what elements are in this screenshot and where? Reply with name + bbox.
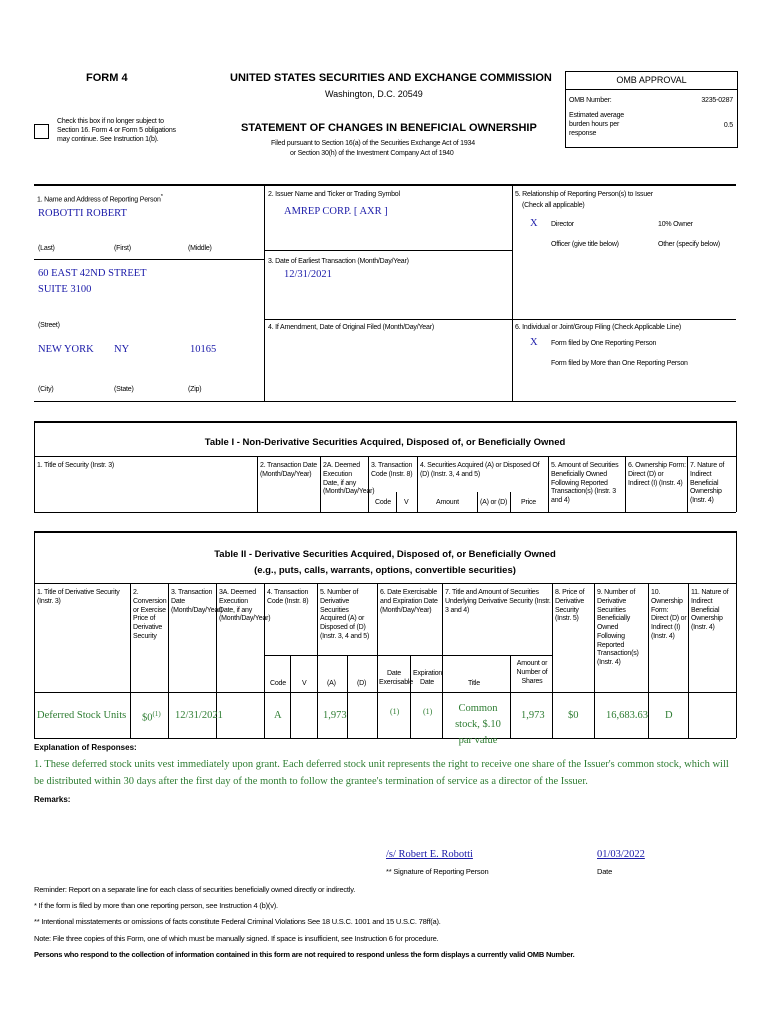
other-label: Other (specify below) (658, 241, 720, 248)
table2-subtitle: (e.g., puts, calls, warrants, options, convertible securities) (254, 565, 516, 576)
omb-number-value: 3235-0287 (701, 97, 733, 104)
remarks-label: Remarks: (34, 795, 71, 804)
t1-col3: 3. Transaction Code (Instr. 8) (371, 462, 413, 478)
t2-row-date: 12/31/2021 (175, 710, 223, 721)
box5-sub: (Check all applicable) (522, 202, 585, 209)
t2-row-code: A (274, 710, 282, 721)
director-check[interactable]: X (530, 218, 538, 229)
reminder-text: Reminder: Report on a separate line for each class of securities beneficially owned directly or indirectly. (34, 885, 356, 894)
t2-row-price: $0$^{(1)}$ (142, 710, 161, 724)
t1-col4: 4. Securities Acquired (A) or Disposed Of (D) (Instr. 3, 4 and 5) (420, 462, 540, 478)
t2-sub-code: Code (270, 680, 286, 687)
city-label: (City) (38, 386, 54, 393)
city-value: NEW YORK (38, 344, 94, 355)
t1-col2a: 2A. Deemed Execution Date, if any (Month/Day/Year) (323, 462, 375, 496)
statement-title: STATEMENT OF CHANGES IN BENEFICIAL OWNERSHIP (241, 122, 537, 134)
signature-label: ** Signature of Reporting Person (386, 867, 489, 876)
omb-approval-box (565, 71, 738, 148)
t2-row-amount: 1,973 (323, 710, 347, 721)
form-title: FORM 4 (86, 72, 128, 84)
omb-title: OMB APPROVAL (566, 72, 737, 90)
t2-col5: 5. Number of Derivative Securities Acquired (A) or Disposed of (D) (Instr. 3, 4 and 5) (320, 589, 370, 640)
t2-col7: 7. Title and Amount of Securities Underlying Derivative Security (Instr. 3 and 4) (445, 589, 551, 614)
t2-sub-a: (A) (327, 680, 336, 687)
signature-name: /s/ Robert E. Robotti (386, 849, 473, 860)
t1-col1: 1. Title of Security (Instr. 3) (37, 462, 115, 469)
t2-row-owned: 16,683.63 (606, 710, 648, 721)
t1-sub-price: Price (521, 499, 536, 506)
table2-title: Table II - Derivative Securities Acquired, Disposed of, or Beneficially Owned (214, 549, 556, 560)
footnote-3: Note: File three copies of this Form, one of which must be manually signed. If space is insufficient, see Instruction 6 for procedure. (34, 934, 439, 943)
state-label: (State) (114, 386, 134, 393)
box3-label: 3. Date of Earliest Transaction (Month/Day/Year) (268, 258, 409, 265)
t2-sub-v: V (302, 680, 307, 687)
t1-col7: 7. Nature of Indirect Beneficial Ownership (Instr. 4) (690, 462, 725, 504)
issuer-name: AMREP CORP. [ AXR ] (284, 206, 388, 217)
address-line1: 60 EAST 42ND STREET (38, 268, 147, 279)
more-persons-label: Form filed by More than One Reporting Person (551, 360, 688, 367)
t2-row-underlying-title: Common stock, $.10 par value (455, 703, 501, 746)
t2-col11: 11. Nature of Indirect Beneficial Ownership (Instr. 4) (691, 589, 729, 631)
explanation-label: Explanation of Responses: (34, 743, 137, 752)
middle-label: (Middle) (188, 245, 212, 252)
t2-sub-exercisable: Date Exercisable (379, 670, 413, 686)
signature-date: 01/03/2022 (597, 849, 645, 860)
one-person-label: Form filed by One Reporting Person (551, 340, 657, 347)
agency-location: Washington, D.C. 20549 (325, 89, 423, 99)
explanation-text: 1. These deferred stock units vest immediately upon grant. Each deferred stock unit represents the right to receive one share of the Issuer's common stock, which will be distributed within 30 days after the first day of the month to follow the grantee's termination of service as a director of the Issuer. (34, 759, 729, 787)
state-value: NY (114, 344, 130, 355)
no-longer-subject-checkbox[interactable] (34, 124, 49, 139)
first-label: (First) (114, 245, 131, 252)
address-line2: SUITE 3100 (38, 284, 92, 295)
box1-label: 1. Name and Address of Reporting Person* (37, 194, 163, 204)
t2-col6: 6. Date Exercisable and Expiration Date (Month/Day/Year) (380, 589, 438, 614)
officer-label: Officer (give title below) (551, 241, 619, 248)
checkbox-label: Check this box if no longer subject to Section 16. Form 4 or Form 5 obligations may continue. See Instruction 1(b). (57, 118, 176, 143)
t2-row-title: Deferred Stock Units (37, 710, 127, 721)
t2-sub-expiration: Expiration Date (413, 670, 443, 686)
t2-col8: 8. Price of Derivative Security (Instr. 5) (555, 589, 585, 623)
t2-sub-d: (D) (357, 680, 367, 687)
footnote-2: ** Intentional misstatements or omissions of facts constitute Federal Criminal Violations See 18 U.S.C. 1001 and 15 U.S.C. 78ff(a). (34, 917, 441, 926)
t2-row-expiration: (1) (423, 707, 433, 716)
box5-label: 5. Relationship of Reporting Person(s) to Issuer (515, 191, 653, 198)
date-label: Date (597, 867, 613, 876)
t1-col2: 2. Transaction Date (Month/Day/Year) (260, 462, 317, 478)
one-person-check[interactable]: X (530, 337, 538, 348)
street-label: (Street) (38, 322, 60, 329)
reporting-person-name: ROBOTTI ROBERT (38, 208, 127, 219)
t2-row-form: D (665, 710, 673, 721)
filed-pursuant-1: Filed pursuant to Section 16(a) of the Securities Exchange Act of 1934 (271, 140, 475, 147)
t2-sub-shares: Amount or Number of Shares (516, 660, 548, 685)
omb-number-label: OMB Number: (569, 97, 612, 104)
footnote-4: Persons who respond to the collection of information contained in this form are not required to respond unless the form displays a currently valid OMB Number. (34, 950, 575, 959)
last-label: (Last) (38, 245, 55, 252)
omb-burden-label: Estimated average burden hours per response (569, 112, 624, 137)
t1-sub-v: V (404, 499, 409, 506)
t1-col5: 5. Amount of Securities Beneficially Owned Following Reported Transaction(s) (Instr. 3 and 4) (551, 462, 619, 504)
box4-label: 4. If Amendment, Date of Original Filed (Month/Day/Year) (268, 324, 434, 331)
t2-sub-title: Title (468, 680, 480, 687)
agency-name: UNITED STATES SECURITIES AND EXCHANGE COMMISSION (230, 72, 552, 84)
filed-pursuant-2: or Section 30(h) of the Investment Company Act of 1940 (290, 150, 454, 157)
footnote-1: * If the form is filed by more than one reporting person, see Instruction 4 (b)(v). (34, 901, 278, 910)
t2-col3a: 3A. Deemed Execution Date, if any (Month/Day/Year) (219, 589, 271, 623)
t1-sub-code: Code (375, 499, 391, 506)
box6-label: 6. Individual or Joint/Group Filing (Check Applicable Line) (515, 324, 682, 331)
t2-row-underlying-shares: 1,973 (521, 710, 545, 721)
zip-value: 10165 (190, 344, 217, 355)
t2-col9: 9. Number of Derivative Securities Beneficially Owned Following Reported Transaction(s) (Instr. 4) (597, 589, 639, 666)
director-label: Director (551, 221, 574, 228)
omb-burden-value: 0.5 (723, 122, 733, 129)
t1-sub-aord: (A) or (D) (480, 499, 508, 506)
ten-pct-owner-label: 10% Owner (658, 221, 693, 228)
zip-label: (Zip) (188, 386, 202, 393)
t2-col1: 1. Title of Derivative Security (Instr. 3) (37, 589, 120, 605)
t2-col10: 10. Ownership Form: Direct (D) or Indirect (I) (Instr. 4) (651, 589, 687, 640)
t1-sub-amount: Amount (436, 499, 459, 506)
t2-row-exercisable: (1) (390, 707, 400, 716)
table1-title: Table I - Non-Derivative Securities Acquired, Disposed of, or Beneficially Owned (204, 437, 566, 448)
earliest-transaction-date: 12/31/2021 (284, 269, 332, 280)
t2-col4: 4. Transaction Code (Instr. 8) (267, 589, 309, 605)
t1-col6: 6. Ownership Form: Direct (D) or Indirect (I) (Instr. 4) (628, 462, 686, 487)
t2-row-deriv-price: $0 (568, 710, 579, 721)
t2-col2: 2. Conversion or Exercise Price of Derivative Security (133, 589, 167, 640)
box2-label: 2. Issuer Name and Ticker or Trading Symbol (268, 191, 400, 198)
t2-col3: 3. Transaction Date (Month/Day/Year) (171, 589, 223, 614)
